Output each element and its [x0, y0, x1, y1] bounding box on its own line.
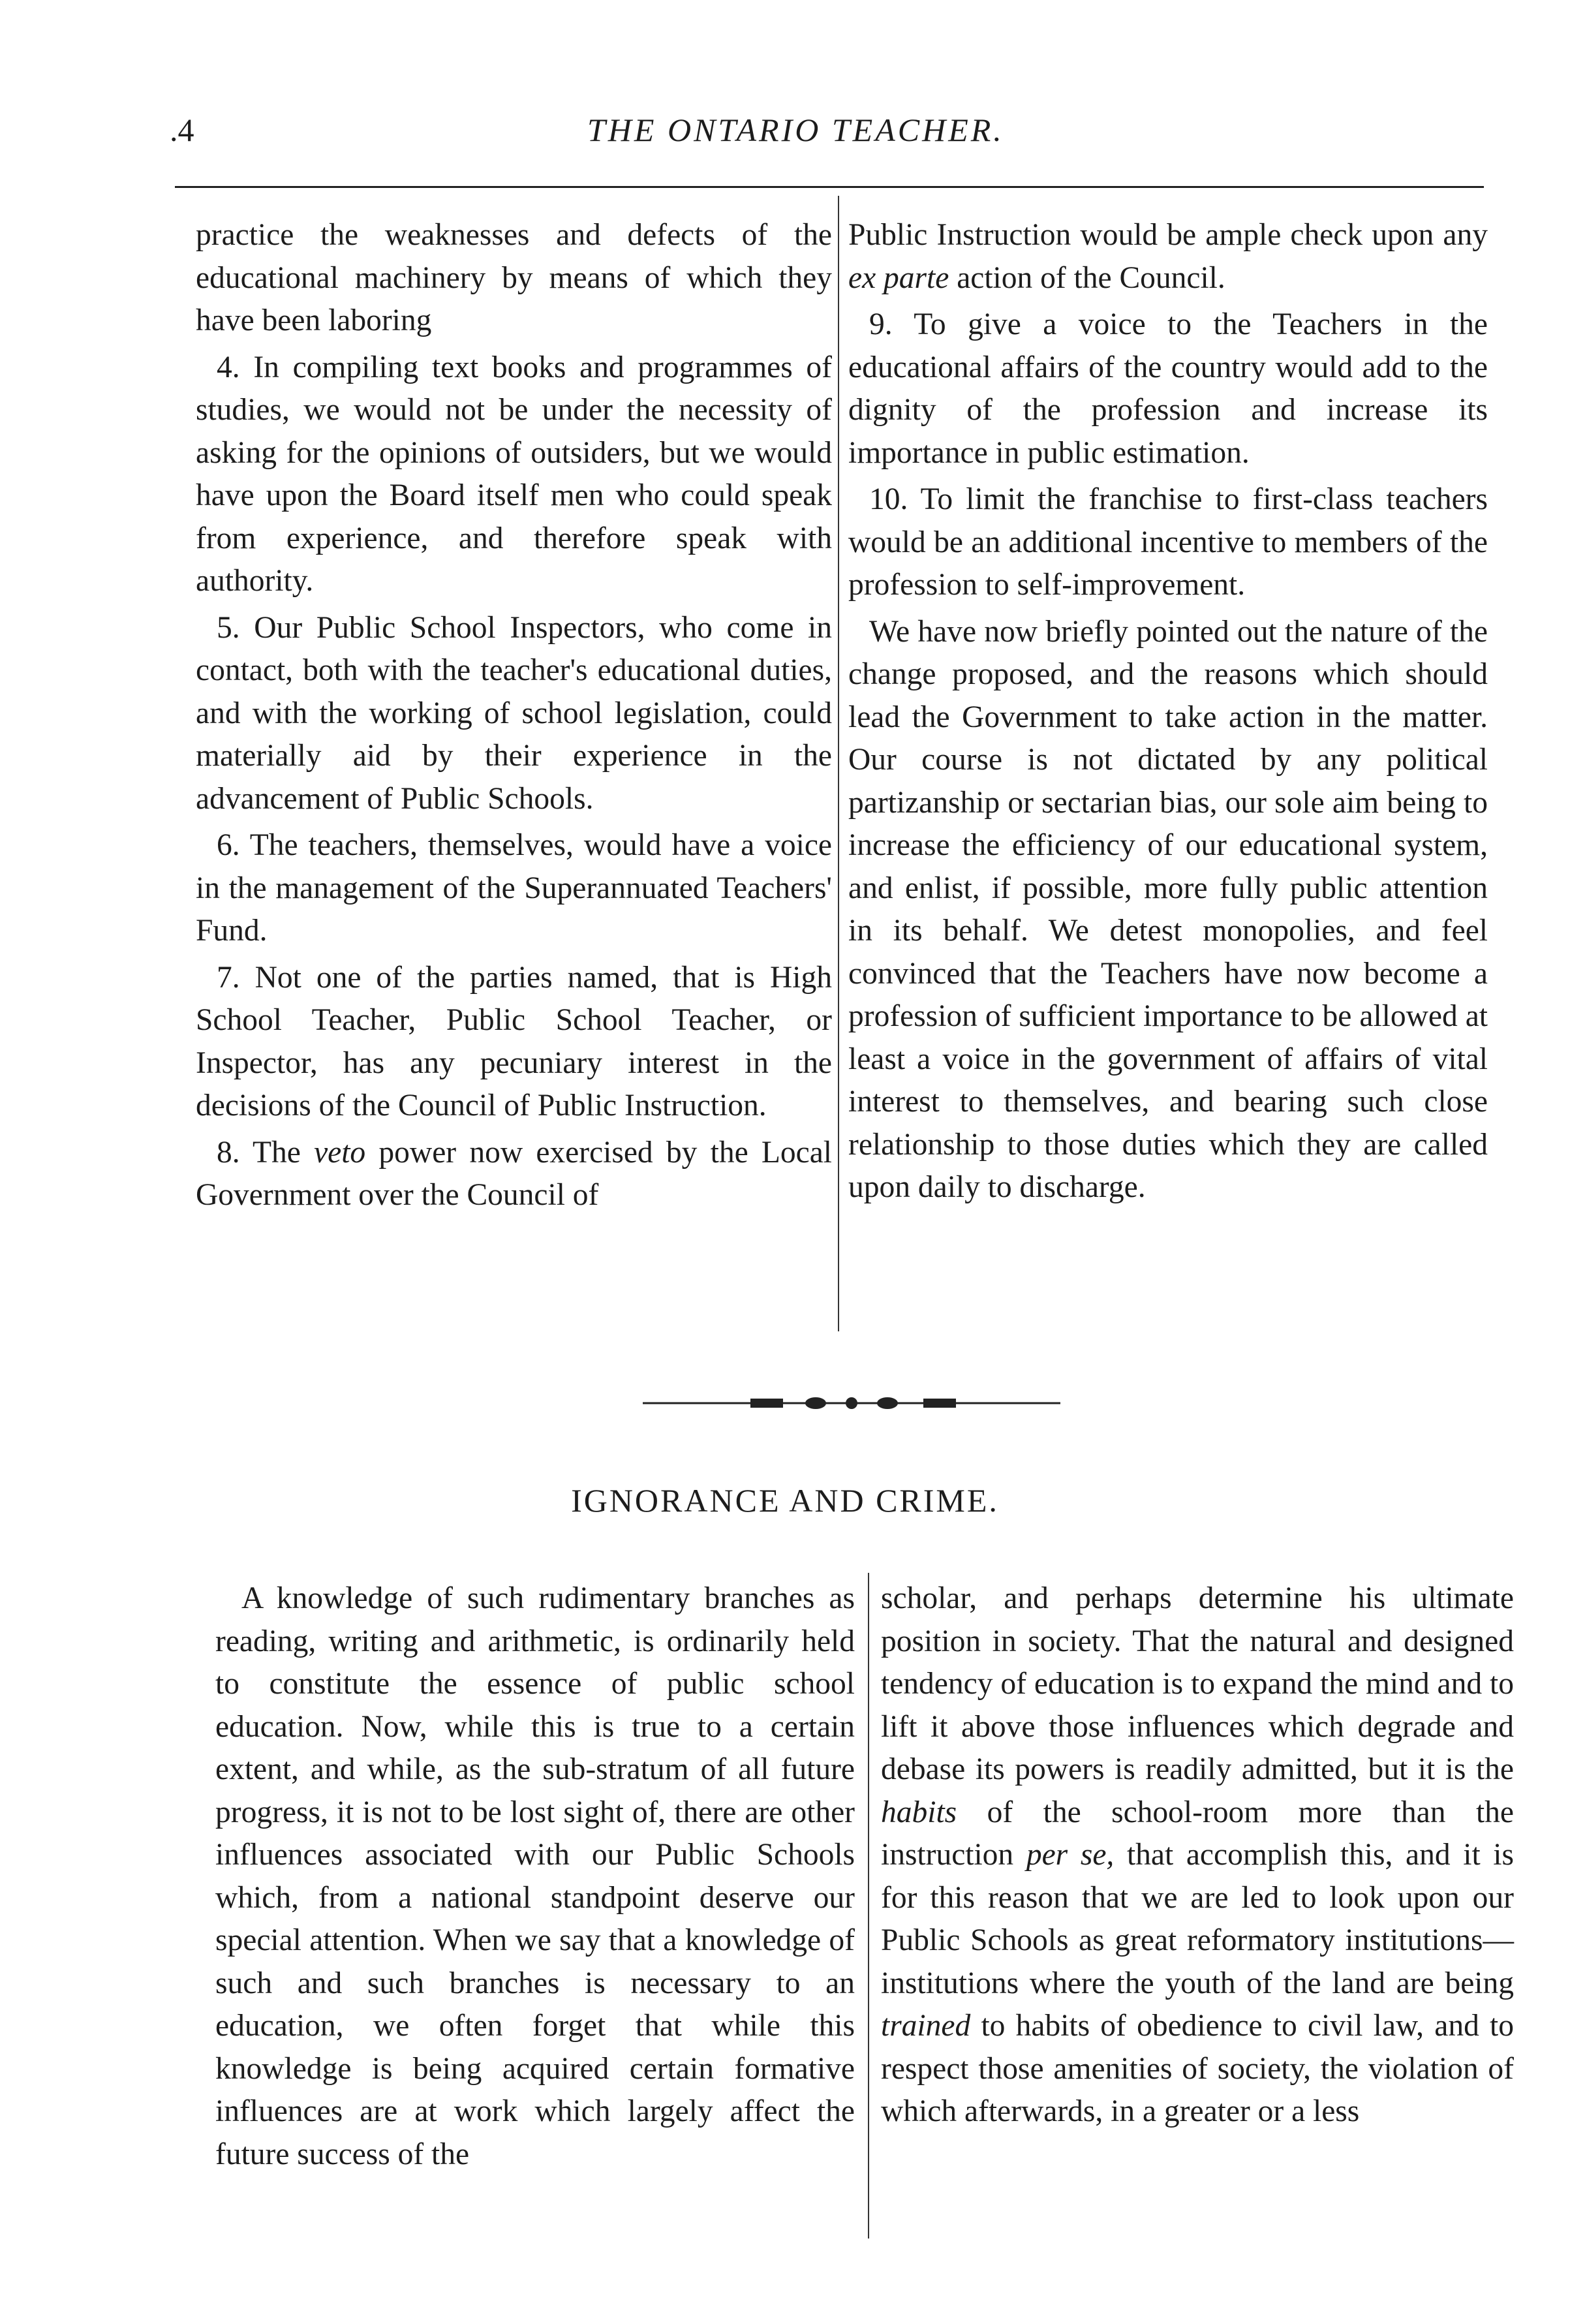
running-title: THE ONTARIO TEACHER. — [587, 112, 1004, 148]
page-number: .4 — [170, 112, 194, 148]
text-run: Public Instruction would be ample check upon any — [848, 218, 1488, 252]
header-rule — [175, 186, 1484, 188]
page-header — [170, 111, 1481, 170]
italic-run: ex parte — [848, 260, 949, 295]
italic-run: veto — [314, 1135, 366, 1170]
text-run: scholar, and perhaps determine his ultimate position in society. That the natural and designed tendency of education is to expand the mind and to lift it above those influences which degrade and debase its powers is readily admitted, but it is the — [881, 1581, 1514, 1786]
text-run: power now exercised by the Local Government over the Council of — [196, 1135, 832, 1212]
paragraph-item-10: 10. To limit the franchise to first-class teachers would be an additional incentive to members of the profession to self-improvement. — [848, 482, 1488, 602]
top-right-column — [848, 214, 1488, 1209]
paragraph-item-7: 7. Not one of the parties named, that is High School Teacher, Public School Teacher, or Inspector, has any pecuniary interest in the decisions of the Council of Public Instruction. — [196, 960, 832, 1123]
paragraph-item-8 — [196, 1132, 832, 1217]
section-title: IGNORANCE AND CRIME. — [571, 1482, 999, 1519]
column-divider — [868, 1573, 869, 2239]
text-run: 8. The — [217, 1135, 315, 1170]
column-divider — [838, 196, 839, 1331]
bottom-left-column — [215, 1577, 855, 2176]
paragraph — [881, 1577, 1514, 2133]
text-run: action of the Council. — [949, 260, 1225, 295]
text-run: to habits of obedience to civil law, and to respect those amenities of society, the violation of which afterwards, in a greater or a less — [881, 2009, 1514, 2128]
paragraph-item-9: 9. To give a voice to the Teachers in the educational affairs of the country would add to the dignity of the profession and increase its importance in public estimation. — [848, 307, 1488, 470]
paragraph: We have now briefly pointed out the nature of the change proposed, and the reasons which should lead the Government to take action in the matter. Our course is not dictated by any political partizanship or sectarian bias, our sole aim being to increase the efficiency of our educational system, and enlist, if possible, more fully public attention in its behalf. We detest monopolies, and feel convinced that the Teachers have now become a profession of sufficient importance to be allowed at least a voice in the government of affairs of vital interest to themselves, and bearing such close relationship to those duties which they are called upon daily to discharge. — [848, 614, 1488, 1204]
paragraph-item-6: 6. The teachers, themselves, would have a voice in the management of the Superannuated Teachers' Fund. — [196, 828, 832, 948]
paragraph — [848, 214, 1488, 300]
italic-run: habits — [881, 1795, 957, 1829]
paragraph-item-4: 4. In compiling text books and programmes of studies, we would not be under the necessity of asking for the opinions of outsiders, but we would have upon the Board itself men who could speak from experience, and therefore speak with authority. — [196, 350, 832, 598]
top-left-column — [196, 214, 832, 1217]
text-run: of the school-room more than the instruction — [881, 1795, 1514, 1872]
italic-run: per se, — [1026, 1838, 1115, 1872]
ornamental-divider — [643, 1390, 1060, 1416]
italic-run: trained — [881, 2009, 971, 2043]
text-run: that accomplish this, and it is for this reason that we are led to look upon our Public Schools as great reformatory institutions—institutions where the youth of the land are being — [881, 1838, 1514, 2000]
paragraph-item-5: 5. Our Public School Inspectors, who come in contact, both with the teacher's educational duties, and with the working of school legislation, could materially aid by their experience in the advancement of Public Schools. — [196, 610, 832, 816]
paragraph: practice the weaknesses and defects of the educational machinery by means of which they have been laboring — [196, 218, 832, 337]
paragraph: A knowledge of such rudimentary branches as reading, writing and arithmetic, is ordinarily held to constitute the essence of public school education. Now, while this is true to a certain extent, and while, as the sub-stratum of all future progress, it is not to be lost sight of, there are other influences associated with our Public Schools which, from a national standpoint deserve our special attention. When we say that a knowledge of such and such branches is necessary to an education, we often forget that while this knowledge is being acquired certain formative influences are at work which largely affect the future success of the — [215, 1581, 855, 2171]
bottom-right-column — [881, 1577, 1514, 2133]
